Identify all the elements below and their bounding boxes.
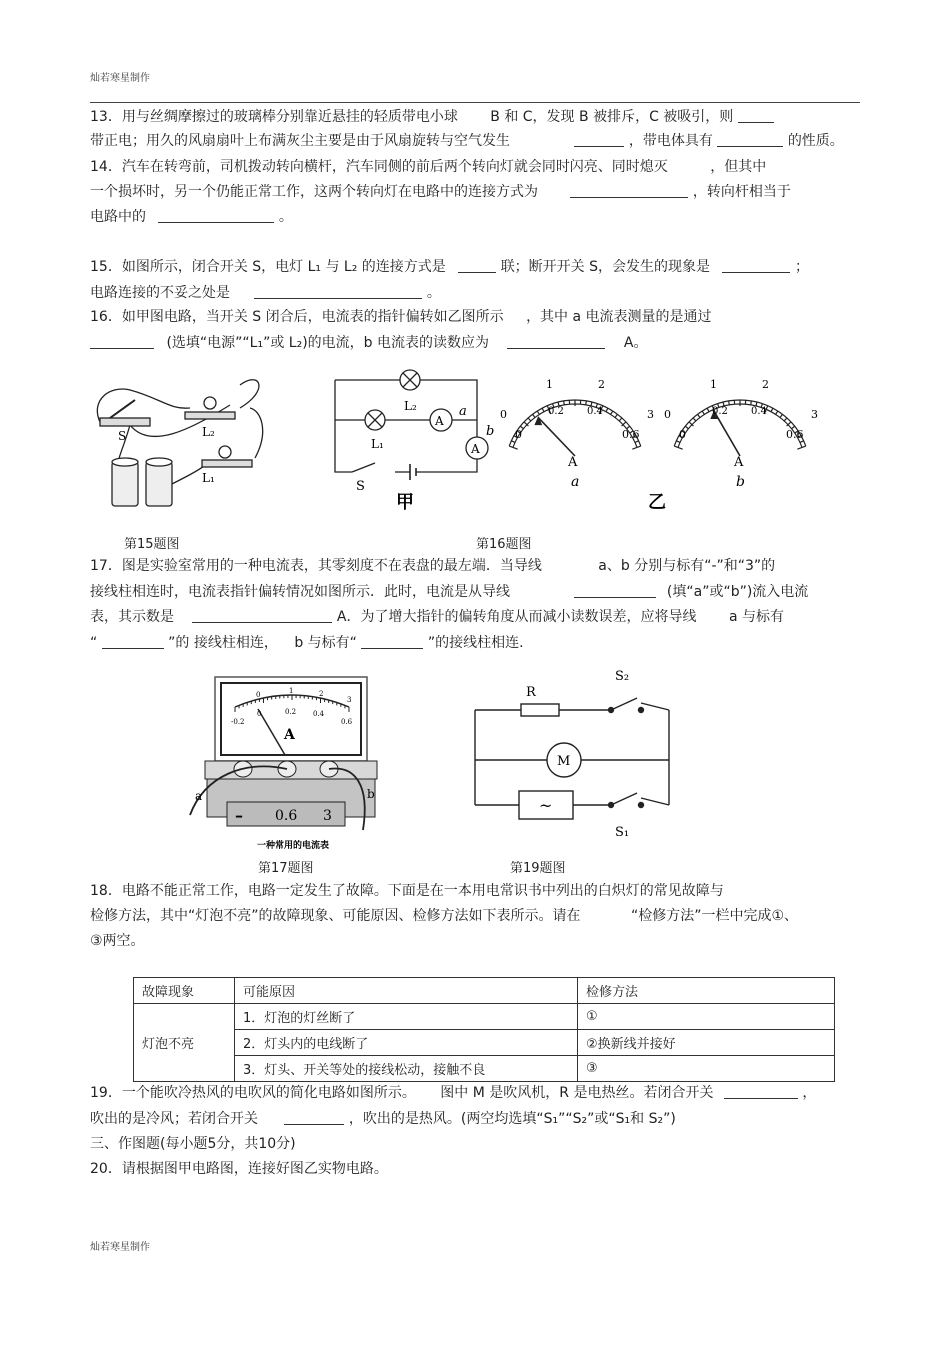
meter-needle (714, 411, 740, 456)
q14-text: 一个损坏时，另一个仍能正常工作，这两个转向灯在电路中的连接方式为 (90, 184, 538, 200)
scale-bottom-2: 0.2 (285, 708, 297, 716)
q15-line1 (90, 258, 809, 276)
q14-text: 14．汽车在转弯前，司机拨动转向横杆，汽车同侧的前后两个转向灯就会同时闪亮、同时熄灭 (90, 159, 668, 175)
meter-needle (538, 418, 575, 456)
scale-bottom-0: -0.2 (231, 718, 245, 726)
q14-text: 电路中的 (90, 209, 146, 225)
meter-tick (751, 401, 752, 405)
q15-blank-2[interactable] (722, 258, 790, 273)
meter-tick (780, 414, 782, 417)
q19-blank-2[interactable] (284, 1110, 344, 1125)
q15-line2 (90, 284, 441, 302)
q13-text: 的性质。 (787, 133, 844, 149)
table-row (134, 1030, 835, 1056)
fig16-label-a: a (459, 404, 467, 419)
battery-1-top (112, 458, 138, 466)
q19-blank-1[interactable] (724, 1084, 798, 1099)
meter-tick (537, 411, 539, 414)
scale-bottom-1: 0 (257, 710, 262, 718)
switch-symbol (352, 463, 375, 472)
fig19-ac-symbol: ~ (539, 796, 553, 815)
fig16-label-l1: L₁ (371, 437, 384, 451)
q14-text: 。 (278, 209, 293, 225)
fault-table (133, 977, 835, 1082)
meter-a-bottom-right: 0.6 (622, 428, 640, 441)
q19-text: 图中 M 是吹风机，R 是电热丝。若闭合开关 (440, 1085, 714, 1101)
scale-top-1: 1 (289, 687, 294, 695)
meter-tick (729, 401, 730, 405)
q19-text: ，吹出的是热风。(两空均选填“S₁”“S₂”或“S₁和 S₂”) (348, 1111, 676, 1127)
meter-scale-arc (513, 404, 637, 447)
q17-line2 (90, 583, 808, 601)
meter-tick (611, 411, 613, 414)
q13-blank-1[interactable] (738, 108, 774, 123)
q13-blank-2[interactable] (574, 132, 624, 147)
fig16-ammeter-a-label: A (435, 414, 444, 428)
q13-text: B 和 C，发现 B 被排斥，C 被吸引，则 (490, 109, 734, 125)
fix-cell[interactable]: ① (578, 1004, 835, 1030)
ammeter-unit: A (284, 727, 295, 743)
fig15-label-s: S (118, 429, 127, 443)
page-header: 灿若寒星制作 (90, 73, 150, 84)
meter-a-top-2: 2 (598, 378, 605, 391)
q13-text: 带正电；用久的风扇扇叶上布满灰尘主要是由于风扇旋转与空气发生 (90, 133, 510, 149)
q15-text: ； (794, 259, 809, 275)
wire-label-b: b (367, 787, 375, 801)
fig15-label-l1: L₁ (202, 471, 215, 485)
terminal-label-06: 0.6 (275, 808, 298, 824)
q18-line3: ③两空。 (90, 933, 145, 949)
table-header: 检修方法 (578, 978, 835, 1004)
resistor-r (521, 704, 559, 716)
q19-line2 (90, 1110, 676, 1128)
meter-tick (619, 418, 622, 421)
meter-tick (511, 441, 515, 443)
lamp-l1-bulb (219, 446, 231, 458)
meter-a-upper-right: 3 (647, 408, 654, 421)
fig19-circuit (475, 698, 669, 819)
q19-text: ， (802, 1085, 817, 1101)
lamp-l1-base (202, 460, 252, 467)
switch-s1 (611, 793, 637, 805)
meter-tick (615, 414, 617, 417)
q17-text: ”的 接线柱相连， (168, 635, 278, 651)
meter-tick (702, 411, 704, 414)
meter-a-upper-left: 0 (500, 408, 507, 421)
q18-text: 检修方法，其中“灯泡不亮”的故障现象、可能原因、检修方法如下表所示。请在 (90, 908, 581, 924)
table-row (134, 1004, 835, 1030)
fig19-label-r: R (526, 685, 536, 700)
q16-text: ，其中 a 电流表测量的是通过 (526, 309, 712, 325)
fig16-label-yi: 乙 (648, 492, 666, 513)
table-header: 故障现象 (134, 978, 235, 1004)
battery-2-top (146, 458, 172, 466)
q17-line3 (90, 608, 784, 626)
q14-line3 (90, 208, 293, 226)
q16-blank-1[interactable] (90, 334, 154, 349)
scale-bottom-3: 0.4 (313, 710, 325, 718)
fig16-meter-a (500, 378, 654, 490)
q18-line1: 18．电路不能正常工作，电路一定发生了故障。下面是在一本用电常识书中列出的白炽灯的常见故障与 (90, 883, 724, 899)
q17-text: 表，其示数是 (90, 609, 174, 625)
fig15-caption: 第15题图 (124, 537, 180, 552)
scale-top-3: 3 (347, 696, 352, 704)
meter-tick (606, 408, 608, 412)
q14-blank-2[interactable] (158, 208, 274, 223)
page-footer: 灿若寒星制作 (90, 1242, 150, 1253)
meter-tick (533, 414, 535, 417)
meter-b-sub: b (736, 474, 745, 490)
q17-text: A．为了增大指针的偏转角度从而减小读数误差，应将导线 (336, 609, 697, 625)
q17-text: b 与标有“ (294, 635, 357, 651)
fix-cell: ②换新线并接好 (578, 1030, 835, 1056)
meter-scale-arc (678, 404, 802, 447)
q17-text: 17．图是实验室常用的一种电流表，其零刻度不在表盘的最左端．当导线 (90, 558, 542, 574)
q17-text: (填“a”或“b”)流入电流 (666, 584, 809, 600)
meter-a-sub: a (571, 474, 580, 490)
meter-b-upper-right: 3 (811, 408, 818, 421)
fig17-caption: 第17题图 (258, 861, 314, 876)
q15-blank-3[interactable] (254, 284, 422, 299)
q20-line: 20．请根据图甲电路图，连接好图乙实物电路。 (90, 1161, 388, 1177)
meter-a-unit: A (568, 455, 578, 470)
figures-15-16 (90, 360, 860, 520)
q17-text: “ (90, 635, 98, 651)
meter-b-bottom-right: 0.6 (786, 428, 804, 441)
fig16-caption: 第16题图 (476, 537, 532, 552)
ammeter-plate-text: 一种常用的电流表 (257, 841, 330, 851)
meter-b-inner-2: 0.4 (751, 406, 767, 417)
table-header: 可能原因 (235, 978, 578, 1004)
q19-text: 19．一个能吹冷热风的电吹风的简化电路如图所示。 (90, 1085, 416, 1101)
q14-blank-1[interactable] (570, 183, 688, 198)
section-3-heading: 三、作图题(每小题5分，共10分) (90, 1136, 296, 1152)
q15-text: 。 (426, 285, 441, 301)
meter-tick (586, 401, 587, 405)
q17-text: 接线柱相连时，电流表指针偏转情况如图所示．此时，电流是从导线 (90, 584, 510, 600)
q17-text: a 与标有 (728, 609, 784, 625)
q17-blank-3[interactable] (102, 634, 164, 649)
q16-text: A。 (623, 335, 648, 351)
q17-blank-1[interactable] (574, 583, 656, 598)
q19-text: 吹出的是冷风；若闭合开关 (90, 1111, 258, 1127)
q13-text: 13．用与丝绸摩擦过的玻璃棒分别靠近悬挂的轻质带电小球 (90, 109, 458, 125)
q17-text: ”的接线柱相连. (427, 635, 524, 651)
q17-blank-2[interactable] (192, 608, 332, 623)
meter-tick (800, 441, 804, 443)
q14-text: ，但其中 (710, 159, 767, 175)
q13-line1 (90, 108, 774, 126)
phenomenon-cell: 灯泡不亮 (134, 1004, 235, 1082)
q16-blank-2[interactable] (507, 334, 605, 349)
switch-lever (110, 400, 135, 418)
q18-text: “检修方法”一栏中完成①、 (630, 908, 799, 924)
meter-tick (698, 414, 700, 417)
fig16-label-s: S (356, 479, 365, 494)
table-header-row (134, 978, 835, 1004)
fix-cell[interactable]: ③ (578, 1056, 835, 1082)
q13-blank-3[interactable] (717, 132, 783, 147)
header-rule (90, 102, 860, 103)
q16-text: 16．如甲图电路，当开关 S 闭合后，电流表的指针偏转如乙图所示 (90, 309, 504, 325)
table-row (134, 1056, 835, 1082)
meter-tick (564, 401, 565, 405)
meter-b-upper-left: 0 (664, 408, 671, 421)
meter-tick (707, 408, 709, 412)
scale-top-2: 2 (319, 690, 324, 698)
battery-symbol (410, 464, 416, 480)
fig16-label-jia: 甲 (396, 492, 414, 513)
q13-line2 (90, 132, 844, 150)
meter-b-inner-1: 0.2 (712, 406, 728, 417)
meter-tick (676, 441, 680, 443)
meter-tick (776, 411, 778, 414)
meter-a-bottom-left: 0 (515, 428, 522, 441)
scale-top-0: 0 (256, 691, 261, 699)
fig16-label-l2: L₂ (404, 399, 417, 413)
meter-tick (528, 418, 531, 421)
q14-text: ，转向杆相当于 (692, 184, 791, 200)
q16-line1 (90, 308, 712, 326)
q14-line1 (90, 158, 766, 176)
lamp-l2-bulb (204, 397, 216, 409)
cause-cell: 2．灯头内的电线断了 (235, 1030, 578, 1056)
meter-tick (542, 408, 544, 412)
fig19-label-s1: S₁ (615, 825, 630, 840)
meter-a-inner-1: 0.2 (548, 406, 564, 417)
fig16-meter-b (664, 378, 818, 490)
fig19-label-s2: S₂ (615, 669, 630, 684)
lamp-l2-base (185, 412, 235, 419)
q19-line1 (90, 1084, 816, 1102)
meter-tick (693, 418, 696, 421)
meter-b-bottom-left: 0 (679, 428, 686, 441)
q15-text: 电路连接的不妥之处是 (90, 285, 230, 301)
fig16-label-b: b (486, 424, 495, 439)
terminal-label-3: 3 (323, 808, 332, 824)
q17-text: a、b 分别与标有“-”和“3”的 (598, 558, 776, 574)
meter-a-top-1: 1 (546, 378, 553, 391)
q16-line2 (90, 334, 647, 352)
fig19-caption: 第19题图 (510, 861, 566, 876)
switch-base (100, 418, 150, 426)
meter-b-top-1: 1 (710, 378, 717, 391)
battery-2 (146, 462, 172, 506)
meter-b-top-2: 2 (762, 378, 769, 391)
meter-tick (635, 441, 639, 443)
q13-text: ，带电体具有 (628, 133, 713, 149)
meter-b-unit: A (734, 455, 744, 470)
fig19-label-m: M (557, 754, 571, 769)
q18-line2 (90, 907, 798, 925)
switch-s2 (611, 698, 637, 710)
fig17-ammeter (190, 677, 377, 851)
fig15-label-l2: L₂ (202, 425, 215, 439)
terminal-label-minus: – (235, 806, 243, 825)
scale-bottom-4: 0.6 (341, 718, 353, 726)
fig16-circuit-diagram (335, 370, 488, 480)
meter-tick (771, 408, 773, 412)
battery-1 (112, 462, 138, 506)
q15-text: 15．如图所示，闭合开关 S，电灯 L₁ 与 L₂ 的连接方式是 (90, 259, 446, 275)
figures-17-19 (185, 665, 685, 857)
q17-blank-4[interactable] (361, 634, 423, 649)
q15-text: 联；断开开关 S，会发生的现象是 (500, 259, 711, 275)
wire-label-a: a (195, 789, 203, 803)
meter-tick (784, 418, 787, 421)
q17-line1 (90, 557, 775, 575)
q17-line4 (90, 634, 524, 652)
q16-text: (选填“电源”“L₁”或 L₂)的电流，b 电流表的读数应为 (166, 335, 489, 351)
q15-blank-1[interactable] (458, 258, 496, 273)
cause-cell: 3．灯头、开关等处的接线松动，接触不良 (235, 1056, 578, 1082)
fig16-ammeter-b-label: A (471, 442, 480, 456)
meter-a-inner-2: 0.4 (587, 406, 603, 417)
q14-line2 (90, 183, 791, 201)
cause-cell: 1．灯泡的灯丝断了 (235, 1004, 578, 1030)
